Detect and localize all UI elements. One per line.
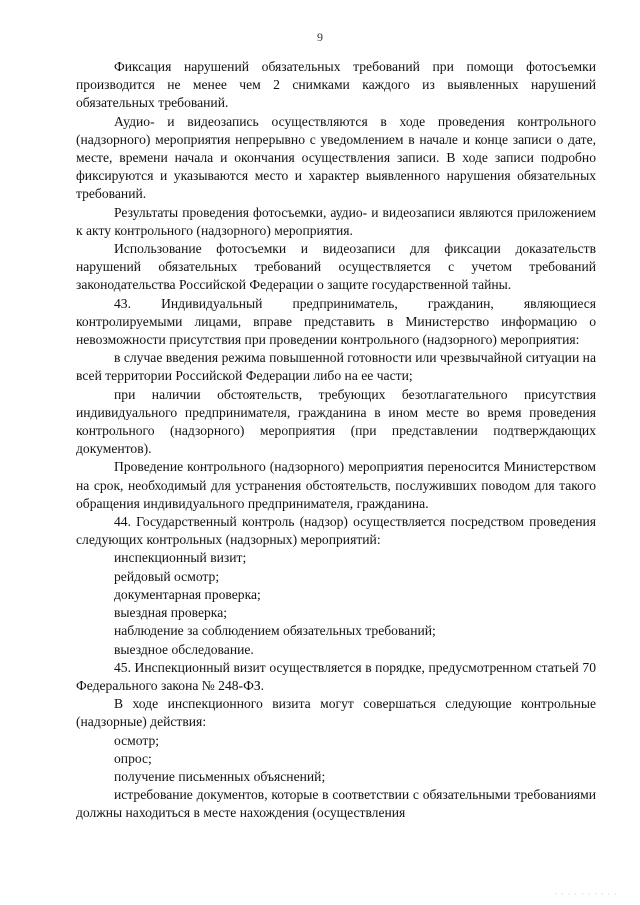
paragraph: Аудио- и видеозапись осуществляются в ходе проведения контрольного (надзорного) мероприятия непрерывно с уведомлением в начале и конце записи о дате, месте, времени начала и окончания осуществления записи. В ходе записи подробно фиксируются и указываются место и характер выявленного нарушения обязательных требований. xyxy=(76,113,596,202)
paragraph: Результаты проведения фотосъемки, аудио- и видеозаписи являются приложением к акту контрольного (надзорного) мероприятия. xyxy=(76,204,596,238)
paragraph: истребование документов, которые в соответствии с обязательными требованиями должны находиться в месте нахождения (осуществления xyxy=(76,787,596,821)
list-item: выездная проверка; xyxy=(114,605,227,621)
list-item: получение письменных объяснений; xyxy=(114,768,326,784)
paragraph: при наличии обстоятельств, требующих безотлагательного присутствия индивидуального предпринимателя, гражданина в ином месте во время проведения контрольного (надзорного) мероприятия (при представлении подтверждающих документов). xyxy=(76,386,596,457)
list-item: наблюдение за соблюдением обязательных требований; xyxy=(114,623,436,639)
list-item: документарная проверка; xyxy=(114,586,261,602)
paragraph: Использование фотосъемки и видеозаписи для фиксации доказательств нарушений обязательных требований осуществляется с учетом требований законодательства Российской Федерации о защите государственной тайны. xyxy=(76,241,596,293)
list-item: осмотр; xyxy=(114,732,160,748)
list-item: выездное обследование. xyxy=(114,641,254,657)
list-item: опрос; xyxy=(114,750,152,766)
list-item: рейдовый осмотр; xyxy=(114,568,220,584)
paragraph: Проведение контрольного (надзорного) мероприятия переносится Министерством на срок, необходимый для устранения обстоятельств, послуживших поводом для такого обращения индивидуального предпринимателя, гражданина. xyxy=(76,459,596,511)
paragraph-item-43: 43. Индивидуальный предприниматель, гражданин, являющиеся контролируемыми лицами, вправе представить в Министерство информацию о невозможности присутствия при проведении контрольного (надзорного) мероприятия: xyxy=(76,295,596,348)
page-number: 9 xyxy=(317,30,323,44)
scan-artifact: · · · · · · · · · · xyxy=(554,890,618,899)
paragraph: Фиксация нарушений обязательных требований при помощи фотосъемки производится не менее чем 2 снимками каждого из выявленных нарушений обязательных требований. xyxy=(76,59,596,111)
paragraph: В ходе инспекционного визита могут совершаться следующие контрольные (надзорные) действия: xyxy=(76,696,596,730)
document-body xyxy=(76,58,596,823)
paragraph-item-45: 45. Инспекционный визит осуществляется в порядке, предусмотренном статьей 70 Федерального закона № 248-ФЗ. xyxy=(76,659,596,693)
list-item: инспекционный визит; xyxy=(114,550,247,566)
paragraph: в случае введения режима повышенной готовности или чрезвычайной ситуации на всей территории Российской Федерации либо на ее части; xyxy=(76,350,596,384)
paragraph-item-44: 44. Государственный контроль (надзор) осуществляется посредством проведения следующих контрольных (надзорных) мероприятий: xyxy=(76,514,596,548)
